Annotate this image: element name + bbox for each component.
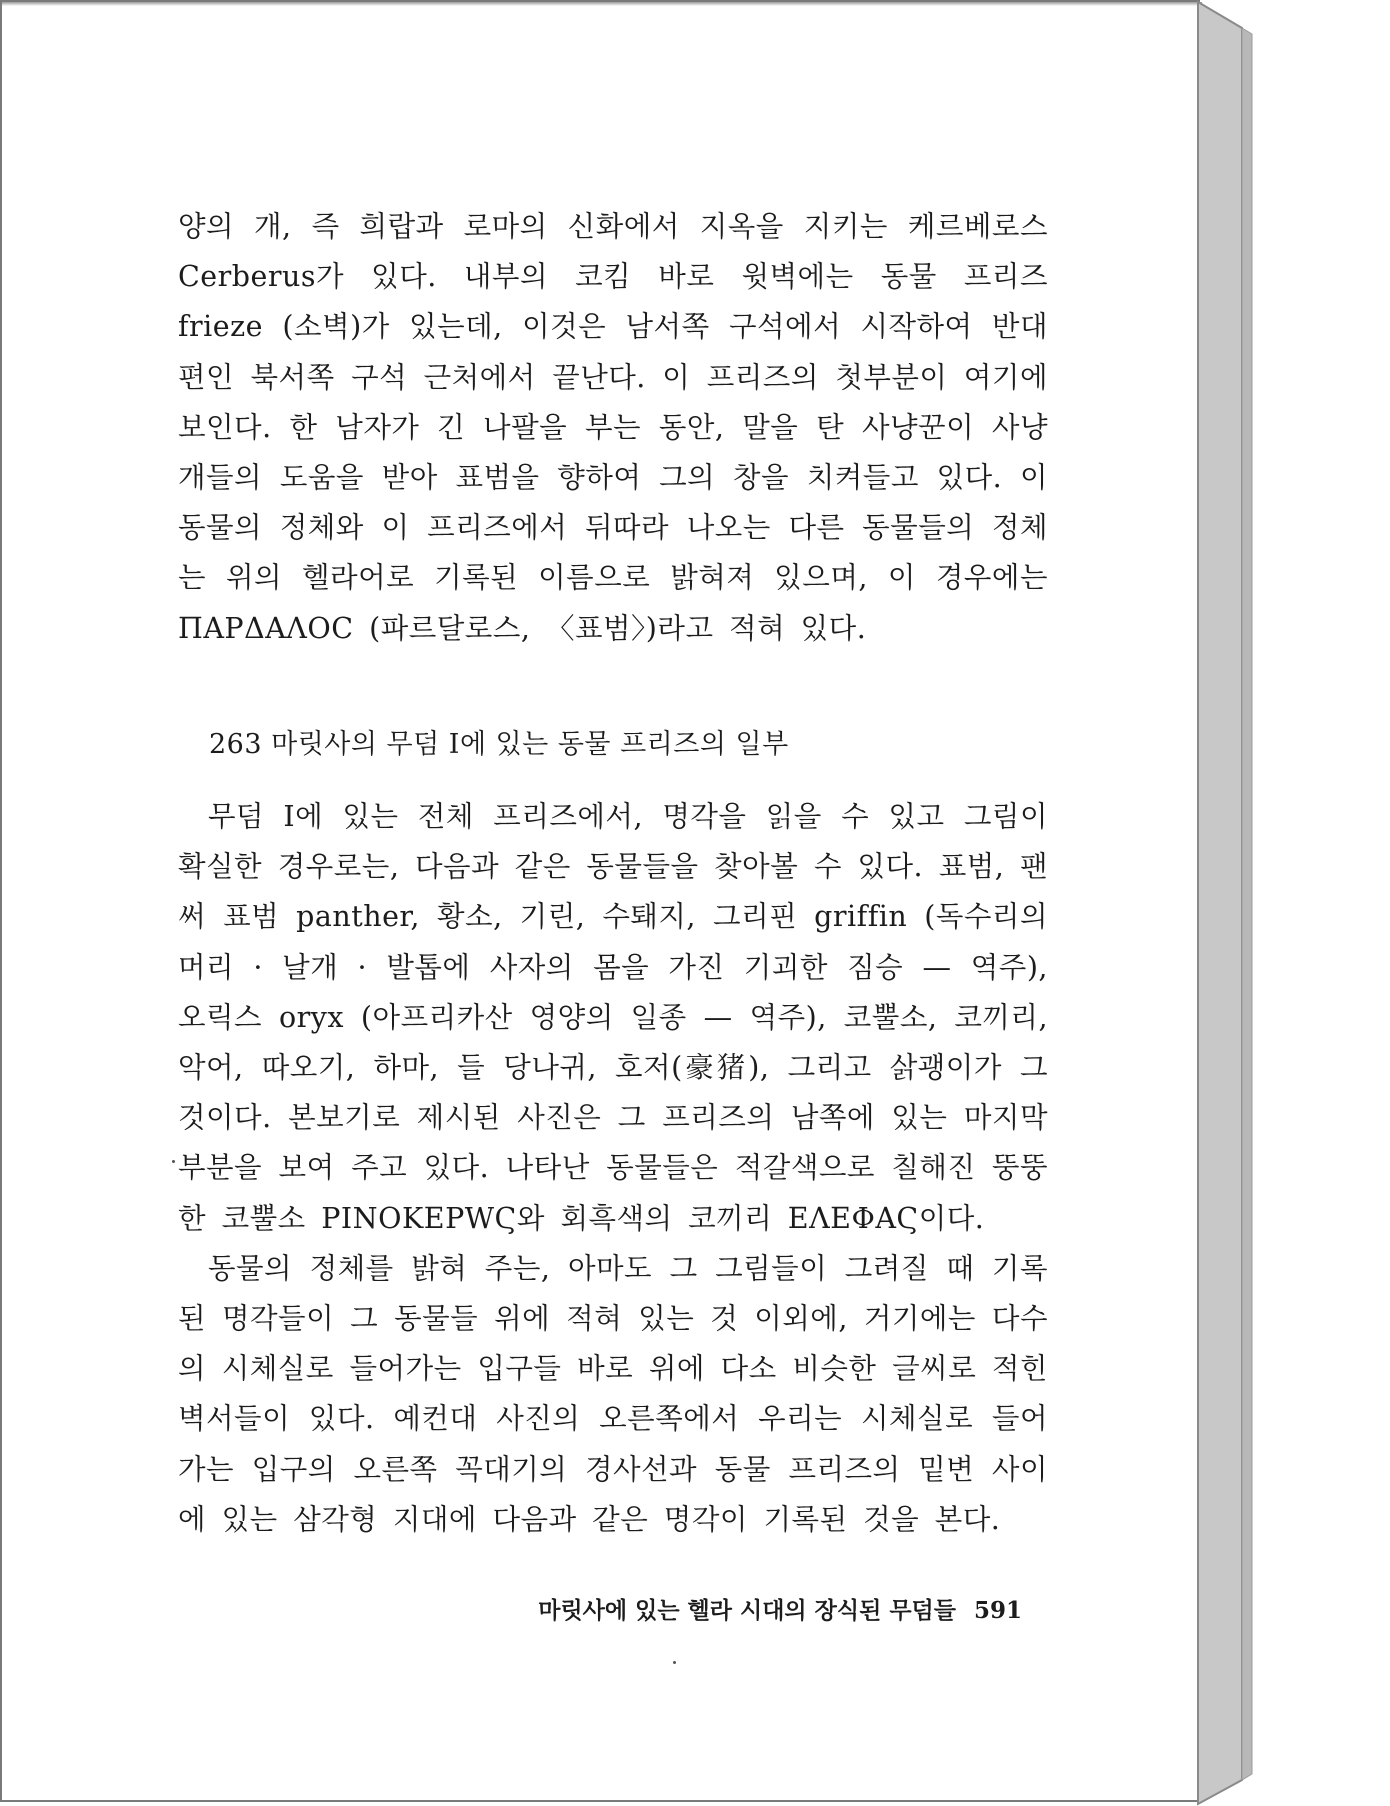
body-text-top [178, 202, 1048, 654]
running-footer [522, 1592, 1022, 1625]
book-edge-graphic [1196, 0, 1386, 1806]
footer-title: 마릿사에 있는 헬라 시대의 장식된 무덤들 [538, 1598, 956, 1624]
figure-caption: 263 마릿사의 무덤 I에 있는 동물 프리즈의 일부 [209, 729, 789, 760]
paragraph-top: 양의 개, 즉 희랍과 로마의 신화에서 지옥을 지키는 케르베로스 Cerberus가 있다. 내부의 코킴 바로 윗벽에는 동물 프리즈 frieze (소벽)가 있는데, 이것은 남서쪽 구석에서 시작하여 반대편인 북서쪽 구석 근처에서 끝난다. 이 프리즈의 첫부분이 여기에 보인다. 한 남자가 긴 나팔을 부는 동안, 말을 탄 사냥꾼이 사냥개들의 도움을 받아 표범을 향하여 그의 창을 치켜들고 있다. 이 동물의 정체와 이 프리즈에서 뒤따라 나오는 다른 동물들의 정체는 위의 헬라어로 기록된 이름으로 밝혀져 있으며, 이 경우에는 ΠΑΡΔΑΛΟC (파르달로스, 〈표범〉)라고 적혀 있다. [178, 210, 1048, 645]
page-number: 591 [973, 1597, 1022, 1624]
page-top-shadow [2, 2, 1202, 6]
book-edge-shade [1242, 28, 1252, 1780]
scan-speck [673, 1661, 676, 1664]
book-spine-edge [1198, 2, 1242, 1804]
body-text-bottom [178, 792, 1048, 1545]
paragraph-animals: 무덤 I에 있는 전체 프리즈에서, 명각을 읽을 수 있고 그림이 확실한 경우로는, 다음과 같은 동물들을 찾아볼 수 있다. 표범, 팬써 표범 panther, 황소, 기린, 수퇘지, 그리핀 griffin (독수리의 머리 · 날개 · 발톱에 사자의 몸을 가진 기괴한 짐승 — 역주), 오릭스 oryx (아프리카산 영양의 일종 — 역주), 코뿔소, 코끼리, 악어, 따오기, 하마, 들 당나귀, 호저(豪猪), 그리고 삵괭이가 그것이다. 본보기로 제시된 사진은 그 프리즈의 남쪽에 있는 마지막 부분을 보여 주고 있다. 나타난 동물들은 적갈색으로 칠해진 뚱뚱한 코뿔소 PINOKEPWϚ와 회흑색의 코끼리 ΕΛΕΦΑϚ이다. [178, 800, 1048, 1235]
scan-speck [172, 1160, 175, 1163]
paragraph-inscriptions: 동물의 정체를 밝혀 주는, 아마도 그 그림들이 그려질 때 기록된 명각들이 그 동물들 위에 적혀 있는 것 이외에, 거기에는 다수의 시체실로 들어가는 입구들 바로 위에 다소 비슷한 글씨로 적힌 벽서들이 있다. 예컨대 사진의 오른쪽에서 우리는 시체실로 들어가는 입구의 오른쪽 꼭대기의 경사선과 동물 프리즈의 밑변 사이에 있는 삼각형 지대에 다음과 같은 명각이 기록된 것을 본다. [178, 1251, 1048, 1536]
